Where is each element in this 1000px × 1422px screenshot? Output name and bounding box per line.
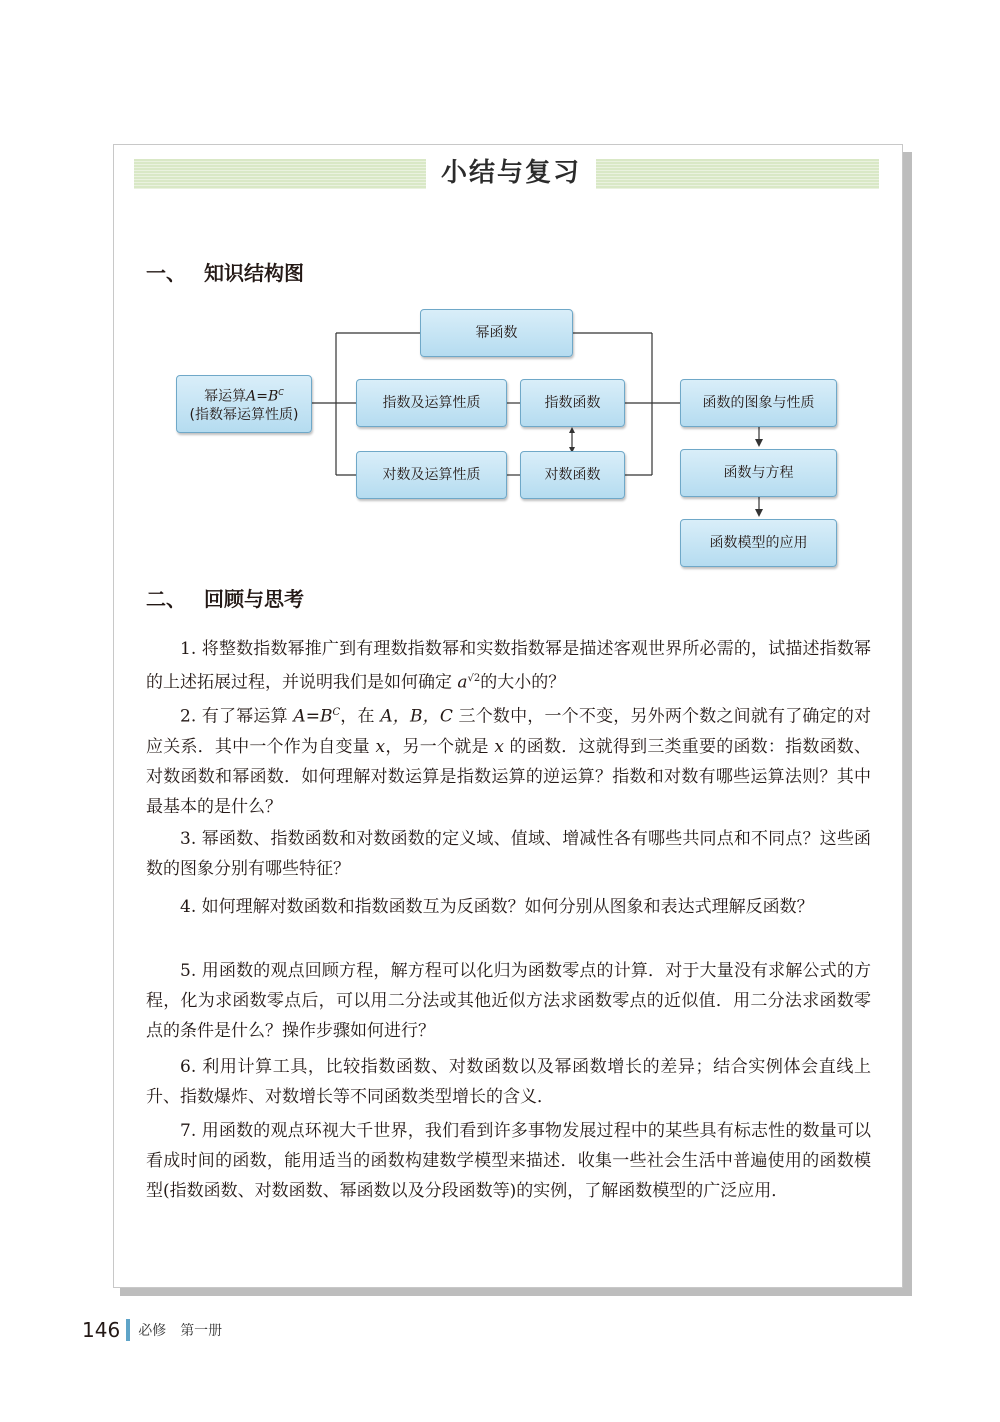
box-label: 函数与方程 xyxy=(723,465,794,481)
question-7: 7. 用函数的观点环视大千世界，我们看到许多事物发展过程中的某些具有标志性的数量可以看成时间的函数，能用适当的函数构建数学模型来描述．收集一些社会生活中普遍使用的函数模型(指数函数、对数函数、幂函数以及分段函数等)的实例，了解函数模型的广泛应用． xyxy=(146,1121,871,1201)
arrowhead-equation xyxy=(755,439,763,447)
arrowhead-up xyxy=(569,427,575,433)
footer-divider xyxy=(126,1319,130,1341)
question-3: 3. 幂函数、指数函数和对数函数的定义域、值域、增减性各有哪些共同点和不同点？这些函数的图象分别有哪些特征？ xyxy=(146,829,871,879)
box-log-function xyxy=(520,451,625,499)
question-4: 4. 如何理解对数函数和指数函数互为反函数？如何分别从图象和表达式理解反函数？ xyxy=(180,897,814,917)
volume-name: 第一册 xyxy=(180,1323,223,1339)
page-title: 小结与复习 xyxy=(426,154,596,192)
section-number: 二、 xyxy=(146,587,186,611)
box-label: 函数模型的应用 xyxy=(709,535,808,551)
section-heading-review xyxy=(146,583,304,612)
box-power-operation xyxy=(176,375,312,433)
box-label: 对数函数 xyxy=(544,467,601,483)
question-1: 1. 将整数指数幂推广到有理数指数幂和实数指数幂是描述客观世界所必需的，试描述指数幂的上述拓展过程，并说明我们是如何确定 $a^{√2}$的大小的？ xyxy=(146,639,871,693)
question-6: 6. 利用计算工具，比较指数函数、对数函数以及幂函数增长的差异；结合实例体会直线上升、指数爆炸、对数增长等不同函数类型增长的含义． xyxy=(146,1057,871,1107)
box-exp-function xyxy=(520,379,625,427)
page-number: 146 xyxy=(82,1318,121,1342)
box-function-equation xyxy=(680,449,837,497)
question-2: 2. 有了幂运算 $A=B^C$，在 A，B，C 三个数中，一个不变，另外两个数之间就有了确定的对应关系．其中一个作为自变量 x，另一个就是 x 的函数．这就得到三类重要的函数：指数函数、对数函数和幂函数．如何理解对数运算是指数运算的逆运算？指数和对数有哪些运算法则？其中最基本的是什么？ xyxy=(146,706,872,817)
box-label: 对数及运算性质 xyxy=(382,467,481,483)
box-label: 指数及运算性质 xyxy=(382,395,481,411)
power-operation-line1: 幂运算$A=B^C$ xyxy=(204,388,284,405)
box-label: 函数的图象与性质 xyxy=(702,395,815,411)
box-exp-properties xyxy=(356,379,507,427)
summary-card xyxy=(113,144,903,1288)
question-5: 5. 用函数的观点回顾方程，解方程可以化归为函数零点的计算．对于大量没有求解公式的方程，化为求函数零点后，可以用二分法或其他近似方法求函数零点的近似值．用二分法求函数零点的条件是什么？操作步骤如何进行？ xyxy=(146,961,871,1041)
box-label: 幂函数 xyxy=(475,325,518,341)
box-model-application xyxy=(680,519,837,567)
section-title: 回顾与思考 xyxy=(204,587,304,611)
arrowhead-model xyxy=(755,509,763,517)
box-power-function xyxy=(420,309,573,357)
page-footer xyxy=(82,1318,222,1342)
power-operation-line2: (指数幂运算性质) xyxy=(189,406,299,423)
book-name: 必修 xyxy=(138,1323,167,1339)
box-log-properties xyxy=(356,451,507,499)
box-label: 指数函数 xyxy=(544,395,601,411)
box-graph-properties xyxy=(680,379,837,427)
section-title: 知识结构图 xyxy=(204,261,304,285)
section-number: 一、 xyxy=(146,261,186,285)
